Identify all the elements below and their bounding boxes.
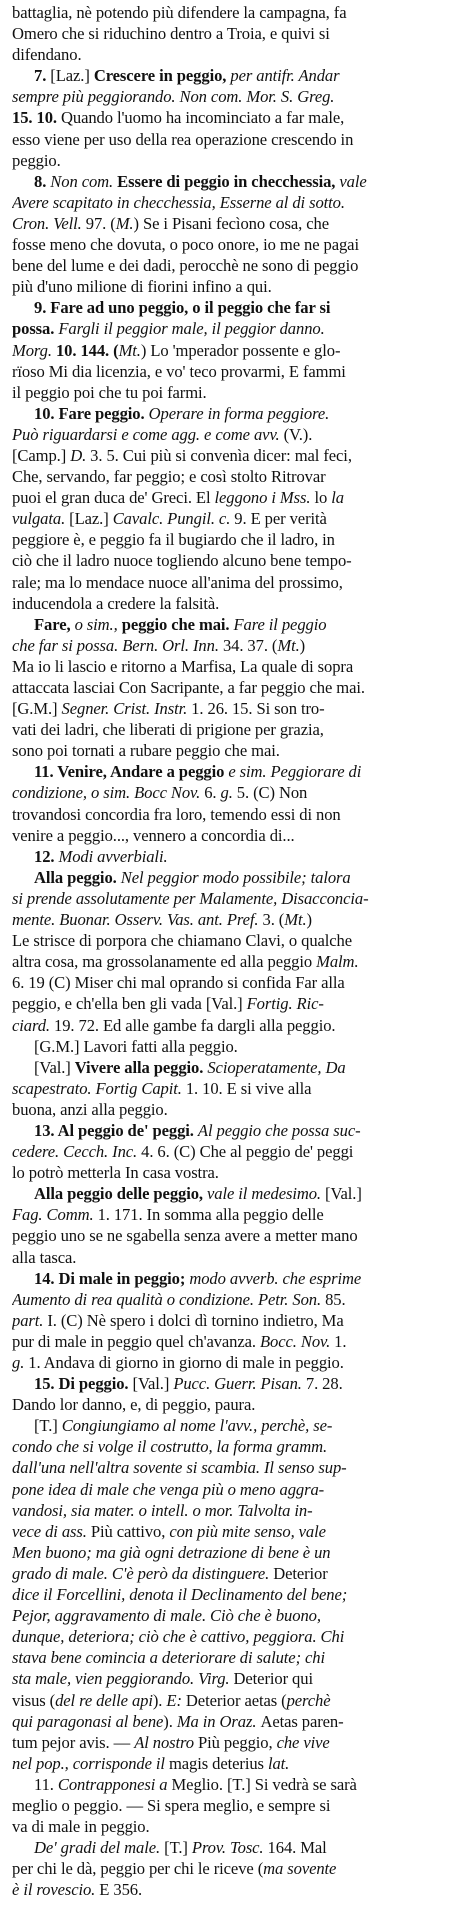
- text-segment: grado di male. C'è però da distinguere.: [12, 1563, 274, 1583]
- text-segment: buona, anzi alla peggio.: [12, 1099, 168, 1119]
- text-line: [12, 234, 462, 255]
- text-line: [12, 318, 462, 339]
- text-line: [12, 740, 462, 761]
- text-line: [12, 1247, 462, 1268]
- text-line: [12, 192, 462, 213]
- text-segment: Mt.: [118, 340, 141, 360]
- text-segment: la: [331, 488, 344, 508]
- text-segment: Avere scapitato in checchessia, Esserne al di sotto.: [12, 192, 345, 212]
- text-segment: Mt.: [277, 635, 300, 655]
- text-segment: 12.: [34, 846, 59, 866]
- text-line: [12, 1732, 462, 1753]
- text-line: [12, 1036, 462, 1057]
- text-segment: 1. Andava di giorno in giorno di male in peggio.: [28, 1353, 344, 1372]
- text-segment: Segner. Crist. Instr.: [61, 699, 192, 719]
- text-segment: ) Se i Pisani fecìono cosa, che: [133, 213, 329, 233]
- text-line: [12, 65, 462, 86]
- text-segment: M.: [115, 213, 134, 233]
- text-segment: 11.: [34, 1774, 58, 1794]
- text-segment: 10. Fare peggio.: [34, 403, 149, 423]
- text-segment: [T.]: [34, 1416, 62, 1436]
- text-line: [12, 1141, 462, 1162]
- text-segment: Aetas paren-: [260, 1711, 344, 1731]
- text-segment: Malm.: [316, 952, 359, 972]
- text-line: [12, 1690, 462, 1711]
- text-segment: magis deterius: [168, 1753, 268, 1773]
- text-line: [12, 1647, 462, 1668]
- text-segment: 14. Di male in peggio;: [34, 1268, 190, 1288]
- text-segment: Vivere alla peggio.: [74, 1057, 208, 1077]
- text-segment: Nel peggior modo possibile; talora: [120, 867, 351, 887]
- text-line: [12, 1310, 462, 1331]
- text-line: [12, 761, 462, 782]
- text-segment: ma sovente: [263, 1859, 337, 1879]
- text-segment: 9. Fare ad uno peggio, o il peggio che far si: [34, 298, 331, 318]
- text-line: [12, 1774, 462, 1795]
- text-segment: qui paragonasi al bene: [12, 1711, 164, 1731]
- text-segment: 11. Venire, Andare a peggio: [34, 762, 229, 782]
- text-line: [12, 276, 462, 297]
- text-segment: Non com.: [50, 171, 118, 191]
- text-segment: [T.]: [164, 1838, 192, 1858]
- text-segment: cedere. Cecch. Inc.: [12, 1142, 142, 1162]
- text-segment: inducendola a credere la falsità.: [12, 593, 220, 613]
- text-line: [12, 1711, 462, 1732]
- text-line: [12, 825, 462, 846]
- text-segment: Deterior: [273, 1563, 328, 1583]
- text-segment: part.: [12, 1310, 48, 1330]
- text-segment: Meglio. [T.] Si vedrà se sarà: [171, 1774, 357, 1794]
- text-line: [12, 361, 462, 382]
- text-segment: Essere di peggio in checchessia,: [117, 171, 340, 191]
- text-segment: 6.: [204, 783, 221, 803]
- text-segment: Bocc. Nov.: [260, 1331, 335, 1351]
- text-line: [12, 888, 462, 909]
- text-segment: lat.: [267, 1753, 290, 1773]
- text-line: [12, 1225, 462, 1246]
- text-segment: dice il Forcellini, denota il Declinamento del bene;: [12, 1585, 348, 1605]
- text-line: [12, 1795, 462, 1816]
- text-segment: lo: [314, 488, 332, 508]
- text-line: [12, 1078, 462, 1099]
- text-line: [12, 719, 462, 740]
- text-line: [12, 2, 462, 23]
- text-segment: vale il medesimo.: [207, 1184, 326, 1204]
- text-segment: Quando l'uomo ha incominciato a far male,: [60, 108, 345, 128]
- text-line: [12, 1479, 462, 1500]
- text-segment: Alla peggio delle peggio,: [34, 1184, 208, 1204]
- text-segment: Omero che si riduchino dentro a Troia, e quivi si: [12, 24, 330, 44]
- text-segment: peggio che mai.: [121, 614, 234, 634]
- text-line: [12, 213, 462, 234]
- text-segment: rale; ma lo mendace nuoce all'anima del prossimo,: [12, 572, 343, 592]
- text-line: [12, 1352, 462, 1373]
- text-line: [12, 129, 462, 150]
- text-segment: lo potrò metterla In casa vostra.: [12, 1163, 219, 1183]
- text-line: [12, 1394, 462, 1415]
- text-segment: venire a peggio..., vennero a concordia di...: [12, 825, 295, 845]
- text-line: [12, 1563, 462, 1584]
- text-segment: Può riguardarsi e come agg. e come avv.: [12, 424, 284, 444]
- text-segment: condo che si volge il costrutto, la forma gramm.: [12, 1437, 328, 1457]
- text-segment: stava bene comincia a deteriorare di salute; chi: [12, 1648, 326, 1668]
- text-segment: peggiore è, e peggio fa il bugiardo che il ladro, in: [12, 530, 335, 550]
- text-segment: sempre più peggiorando. Non com. Mor. S. Greg.: [12, 87, 335, 107]
- text-segment: difendano.: [12, 45, 82, 65]
- text-segment: vulgata.: [12, 509, 70, 529]
- text-segment: peggio, e ch'ella ben gli vada [Val.]: [12, 994, 247, 1014]
- text-line: [12, 1099, 462, 1120]
- text-segment: nel pop., corrisponde il: [12, 1753, 169, 1773]
- text-segment: Fare il peggio: [233, 614, 327, 634]
- text-segment: Pucc. Guerr. Pisan.: [173, 1374, 306, 1394]
- text-segment: Cron. Vell.: [12, 213, 86, 233]
- text-line: [12, 403, 462, 424]
- text-line: [12, 1268, 462, 1289]
- text-segment: tum pejor avis. —: [12, 1732, 135, 1752]
- text-segment: (V.).: [283, 424, 313, 444]
- text-line: [12, 909, 462, 930]
- text-segment: Ma io li lascio e ritorno a Marfisa, La quale di sopra: [12, 656, 354, 676]
- text-segment: 85.: [325, 1289, 346, 1309]
- text-segment: esso viene per uso della rea operazione crescendo in: [12, 129, 354, 149]
- text-segment: Crescere in peggio,: [93, 66, 231, 86]
- text-segment: E:: [166, 1690, 186, 1710]
- text-segment: 4. 6. (C) Che al peggio de' peggi: [141, 1142, 354, 1162]
- text-line: [12, 382, 462, 403]
- text-segment: perchè: [286, 1690, 331, 1710]
- text-segment: Più peggio,: [198, 1732, 277, 1752]
- text-segment: Mt.: [284, 910, 307, 930]
- text-line: [12, 1289, 462, 1310]
- text-segment: si prende assolutamente per Malamente, Disacconcia-: [12, 888, 369, 908]
- text-line: [12, 930, 462, 951]
- text-segment: 164. Mal: [267, 1838, 327, 1858]
- text-segment: del re delle api: [55, 1690, 153, 1710]
- text-line: [12, 1605, 462, 1626]
- text-segment: Che, servando, far peggio; e così stolto Ritrovar: [12, 467, 326, 487]
- text-segment: 19. 72. Ed alle gambe fa dargli alla peggio.: [54, 1015, 336, 1035]
- text-segment: trovandosi concordia fra loro, temendo essi di non: [12, 804, 341, 824]
- text-segment: 1.: [334, 1331, 347, 1351]
- text-segment: ).: [152, 1690, 167, 1710]
- text-line: [12, 1500, 462, 1521]
- text-segment: 5. (C) Non: [236, 783, 308, 803]
- text-segment: Al nostro: [134, 1732, 199, 1752]
- text-segment: con più mite senso, vale: [169, 1521, 326, 1541]
- text-segment: Congiungiamo al nome l'avv., perchè, se-: [61, 1416, 333, 1436]
- text-segment: possa.: [12, 319, 59, 339]
- text-line: [12, 445, 462, 466]
- text-segment: Al peggio che possa suc-: [197, 1120, 361, 1140]
- text-line: [12, 1120, 462, 1141]
- text-segment: 15. Di peggio.: [34, 1374, 133, 1394]
- text-line: [12, 677, 462, 698]
- text-segment: Morg.: [12, 340, 56, 360]
- text-line: [12, 1668, 462, 1689]
- text-line: [12, 782, 462, 803]
- text-line: [12, 107, 462, 128]
- text-segment: puoi el gran duca de' Greci. El: [12, 488, 215, 508]
- text-segment: attaccata lasciai Con Sacripante, a far peggio che mai.: [12, 678, 365, 697]
- text-segment: Cavalc. Pungil. c.: [112, 509, 235, 529]
- text-segment: leggono i Mss.: [214, 488, 315, 508]
- text-line: [12, 1373, 462, 1394]
- text-segment: fosse meno che dovuta, o poco onore, io me ne pagai: [12, 235, 359, 255]
- text-segment: battaglia, nè potendo più difendere la campagna, fa: [12, 3, 347, 22]
- text-line: [12, 656, 462, 677]
- text-segment: [G.M.]: [12, 699, 62, 719]
- text-segment: ciò che il ladro nuoce togliendo alcuno bene tempo-: [12, 551, 352, 571]
- text-segment: Aumento di rea qualità o condizione. Petr. Son.: [12, 1289, 326, 1309]
- text-line: [12, 86, 462, 107]
- text-segment: Fare,: [34, 614, 75, 634]
- text-segment: bene del lume e dei dadi, perocchè ne sono di peggio: [12, 256, 359, 276]
- text-line: [12, 487, 462, 508]
- text-segment: alla tasca.: [12, 1247, 77, 1267]
- text-segment: Modi avverbiali.: [58, 846, 168, 866]
- text-segment: peggio.: [12, 150, 61, 170]
- text-line: [12, 1858, 462, 1879]
- text-line: [12, 550, 462, 571]
- text-segment: I. (C) Nè spero i dolci dì tornino indietro, Ma: [47, 1310, 344, 1330]
- text-segment: per antifr. Andar: [230, 66, 340, 86]
- text-segment: il peggio poi che tu poi farmi.: [12, 382, 207, 402]
- text-segment: o sim.,: [74, 614, 122, 634]
- text-segment: pur di male in peggio quel ch'avanza.: [12, 1331, 261, 1351]
- text-segment: Deterior aetas (: [185, 1690, 287, 1710]
- text-segment: visus (: [12, 1690, 56, 1710]
- text-segment: va di male in peggio.: [12, 1817, 150, 1837]
- text-segment: Fortig. Ric-: [246, 994, 324, 1014]
- text-line: [12, 1837, 462, 1858]
- text-segment: 15. 10.: [12, 108, 61, 128]
- text-segment: altra cosa, ma grossolanamente ed alla peggio: [12, 952, 317, 972]
- text-line: [12, 951, 462, 972]
- text-segment: 13. Al peggio de' peggi.: [34, 1120, 198, 1140]
- text-segment: Pejor, aggravamento di male. Ciò che è buono,: [12, 1606, 321, 1626]
- text-line: [12, 1331, 462, 1352]
- text-line: [12, 698, 462, 719]
- text-segment: 8.: [34, 171, 51, 191]
- text-line: [12, 23, 462, 44]
- text-line: [12, 1879, 462, 1900]
- text-segment: e sim. Peggiorare di: [228, 762, 362, 782]
- text-line: [12, 1415, 462, 1436]
- text-segment: che far si possa. Bern. Orl. Inn.: [12, 635, 223, 655]
- text-segment: modo avverb. che esprime: [189, 1268, 362, 1288]
- text-segment: ).: [163, 1711, 177, 1731]
- text-line: [12, 1057, 462, 1078]
- text-line: [12, 1753, 462, 1774]
- text-segment: più d'uno milione di fiorini infino a qui.: [12, 277, 272, 297]
- text-line: [12, 593, 462, 614]
- text-segment: Fag. Comm.: [12, 1205, 98, 1225]
- text-segment: vale: [339, 171, 367, 191]
- text-segment: Contrapponesi a: [57, 1774, 172, 1794]
- text-segment: ): [306, 910, 312, 930]
- text-line: [12, 508, 462, 529]
- text-line: [12, 1626, 462, 1647]
- text-segment: ): [299, 635, 306, 655]
- text-segment: 7. 28.: [305, 1374, 343, 1394]
- text-segment: ciard.: [12, 1015, 55, 1035]
- text-segment: 3. 5. Cui più si convenìa dicer: mal feci,: [90, 445, 352, 465]
- text-segment: Scioperatamente, Da: [207, 1057, 346, 1077]
- text-segment: [Val.]: [132, 1374, 174, 1394]
- text-line: [12, 1584, 462, 1605]
- text-segment: D.: [70, 445, 91, 465]
- text-segment: [G.M.] Lavori fatti alla peggio.: [34, 1036, 238, 1056]
- text-segment: Dando lor danno, e, di peggio, paura.: [12, 1395, 256, 1415]
- text-segment: 6. 19 (C) Miser chi mal oprando si confida Far alla: [12, 973, 345, 993]
- text-line: [12, 297, 462, 318]
- text-line: [12, 572, 462, 593]
- text-segment: vati dei ladri, che liberati di prigione per grazia,: [12, 720, 324, 740]
- text-line: [12, 1457, 462, 1478]
- text-segment: [Val.]: [325, 1184, 362, 1204]
- text-line: [12, 804, 462, 825]
- text-segment: dall'una nell'altra sovente si scambia. Il senso sup-: [12, 1458, 347, 1478]
- text-line: [12, 340, 462, 361]
- text-segment: mente. Buonar. Osserv. Vas. ant. Pref.: [12, 910, 263, 930]
- text-segment: Più cattivo,: [90, 1521, 170, 1541]
- text-segment: scapestrato. Fortig Capit.: [12, 1078, 186, 1098]
- text-segment: condizione, o sim. Bocc Nov.: [12, 783, 205, 803]
- text-segment: [Val.]: [34, 1057, 75, 1077]
- text-line: [12, 846, 462, 867]
- text-line: [12, 1436, 462, 1457]
- text-segment: Prov. Tosc.: [191, 1838, 268, 1858]
- text-segment: g.: [220, 783, 237, 803]
- text-line: [12, 635, 462, 656]
- text-segment: [Laz.]: [69, 509, 113, 529]
- text-segment: ) Lo 'mperador possente e glo-: [140, 340, 341, 360]
- text-line: [12, 466, 462, 487]
- text-segment: vece di ass.: [12, 1521, 91, 1541]
- text-line: [12, 993, 462, 1014]
- text-segment: dunque, deteriora; ciò che è cattivo, peggiora. Chi: [12, 1627, 345, 1647]
- text-segment: 7.: [34, 66, 51, 86]
- text-segment: rïoso Mi dia licenzia, e vo' teco provarmi, E fammi: [12, 361, 346, 381]
- text-segment: Le strisce di porpora che chiamano Clavi, o qualche: [12, 931, 353, 951]
- text-segment: Ma in Oraz.: [176, 1711, 261, 1731]
- text-segment: De' gradi del male.: [34, 1838, 165, 1858]
- text-line: [12, 1204, 462, 1225]
- text-segment: Alla peggio.: [34, 867, 121, 887]
- text-segment: Operare in forma peggiore.: [148, 403, 330, 423]
- text-segment: per chi le dà, peggio per chi le riceve (: [12, 1859, 264, 1879]
- text-line: [12, 1542, 462, 1563]
- text-line: [12, 1816, 462, 1837]
- text-segment: 34. 37. (: [222, 635, 278, 655]
- text-segment: meglio o peggio. — Si spera meglio, e sempre si: [12, 1795, 331, 1815]
- text-segment: 9. E per verità: [234, 509, 327, 529]
- text-line: [12, 529, 462, 550]
- text-segment: sono poi tornati a rubare peggio che mai.: [12, 741, 280, 761]
- text-segment: 10. 144. (: [55, 340, 119, 360]
- text-line: [12, 1521, 462, 1542]
- text-line: [12, 972, 462, 993]
- text-line: [12, 867, 462, 888]
- text-line: [12, 150, 462, 171]
- text-segment: 97. (: [85, 213, 116, 233]
- text-line: [12, 1183, 462, 1204]
- text-line: [12, 44, 462, 65]
- text-segment: [Laz.]: [50, 66, 94, 86]
- text-segment: è il rovescio.: [12, 1880, 100, 1900]
- text-line: [12, 424, 462, 445]
- text-segment: vandosi, sia mater. o intell. o mor. Talvolta in-: [12, 1500, 313, 1520]
- text-line: [12, 1015, 462, 1036]
- text-segment: 1. 171. In somma alla peggio delle: [97, 1205, 324, 1225]
- text-segment: g.: [12, 1353, 29, 1372]
- text-segment: peggio uno se ne sgabella senza avere a metter mano: [12, 1226, 358, 1246]
- text-segment: [Camp.]: [12, 445, 71, 465]
- text-segment: che vive: [276, 1732, 330, 1752]
- text-segment: sta male, vien peggiorando. Virg.: [12, 1669, 234, 1689]
- text-segment: 3. (: [262, 910, 285, 930]
- text-line: [12, 1162, 462, 1183]
- text-segment: 1. 26. 15. Si son tro-: [191, 699, 325, 719]
- text-line: [12, 255, 462, 276]
- text-line: [12, 171, 462, 192]
- text-line: [12, 614, 462, 635]
- text-segment: Deterior qui: [233, 1669, 313, 1689]
- text-segment: Fargli il peggior male, il peggior danno.: [58, 319, 325, 339]
- text-segment: 1. 10. E si vive alla: [185, 1078, 312, 1098]
- text-segment: pone idea di male che venga più o meno aggra-: [12, 1479, 325, 1499]
- text-segment: Men buono; ma già ogni detrazione di bene è un: [12, 1542, 331, 1562]
- text-segment: E 356.: [99, 1880, 143, 1900]
